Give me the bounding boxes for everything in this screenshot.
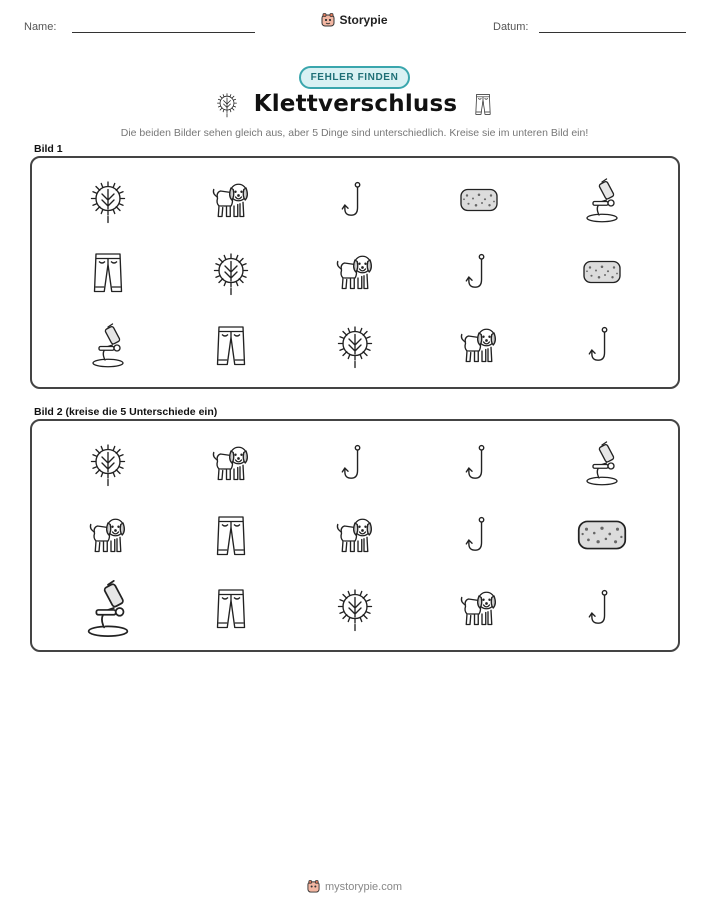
pants-icon: [208, 511, 254, 559]
puppy-icon: [332, 511, 378, 559]
picture2-cell-r3c4[interactable]: [417, 572, 541, 644]
name-label: Name:: [24, 21, 57, 33]
microscope-icon: [579, 439, 625, 487]
picture2-label: Bild 2 (kreise die 5 Unterschiede ein): [34, 406, 218, 418]
picture2-cell-r2c1[interactable]: [46, 499, 170, 571]
sponge-icon-large: [571, 504, 633, 566]
hook-icon: [583, 586, 621, 630]
puppy-icon: [85, 511, 131, 559]
picture1-cell-r1c4[interactable]: [417, 164, 541, 236]
name-field[interactable]: [72, 32, 255, 33]
storypie-mascot-icon: [321, 13, 335, 27]
microscope-icon: [85, 321, 131, 369]
picture2-cell-r3c5[interactable]: [540, 572, 664, 644]
picture1-cell-r3c2[interactable]: [170, 309, 294, 381]
picture1-cell-r3c5[interactable]: [540, 309, 664, 381]
picture2-cell-r2c3[interactable]: [293, 499, 417, 571]
picture2-panel: [30, 419, 680, 652]
brand-logo: [0, 13, 709, 32]
picture2-cell-r2c2[interactable]: [170, 499, 294, 571]
instructions: Die beiden Bilder sehen gleich aus, aber 5 Dinge sind unterschiedlich. Kreise sie im unteren Bild ein!: [120, 127, 589, 139]
puppy-icon: [456, 321, 502, 369]
burr-icon: [208, 248, 254, 296]
pants-icon: [85, 248, 131, 296]
picture1-cell-r3c3[interactable]: [293, 309, 417, 381]
brand-name: Storypie: [339, 13, 388, 27]
date-label: Datum:: [493, 21, 529, 33]
picture2-cell-r2c5[interactable]: [540, 499, 664, 571]
picture2-cell-r1c1[interactable]: [46, 427, 170, 499]
picture2-cell-r1c3[interactable]: [293, 427, 417, 499]
picture1-panel: [30, 156, 680, 389]
storypie-footer-icon: [307, 880, 320, 893]
hook-icon: [460, 441, 498, 485]
hook-icon: [460, 250, 498, 294]
picture1-cell-r3c4[interactable]: [417, 309, 541, 381]
picture1-cell-r1c1[interactable]: [46, 164, 170, 236]
burr-title-icon: [214, 90, 240, 118]
picture1-label: Bild 1: [34, 143, 63, 155]
picture2-cell-r2c4[interactable]: [417, 499, 541, 571]
microscope-icon: [579, 176, 625, 224]
burr-icon: [85, 439, 131, 487]
footer-url: mystorypie.com: [324, 880, 403, 893]
picture1-cell-r2c2[interactable]: [170, 236, 294, 308]
puppy-icon: [332, 248, 378, 296]
pants-icon: [208, 584, 254, 632]
hook-icon: [460, 513, 498, 557]
category-badge: FEHLER FINDEN: [299, 66, 411, 89]
date-field[interactable]: [539, 32, 686, 33]
picture1-cell-r2c5[interactable]: [540, 236, 664, 308]
burr-icon: [85, 176, 131, 224]
picture1-cell-r2c3[interactable]: [293, 236, 417, 308]
hook-icon: [336, 178, 374, 222]
picture2-cell-r3c1[interactable]: [46, 572, 170, 644]
pants-icon: [208, 321, 254, 369]
picture1-cell-r1c3[interactable]: [293, 164, 417, 236]
sponge-icon: [455, 176, 503, 224]
puppy-icon: [208, 176, 254, 224]
sponge-icon: [578, 248, 626, 296]
picture2-cell-r3c2[interactable]: [170, 572, 294, 644]
picture1-cell-r1c2[interactable]: [170, 164, 294, 236]
page-title: Klettverschluss: [253, 91, 458, 117]
picture1-cell-r2c1[interactable]: [46, 236, 170, 308]
hook-icon: [583, 323, 621, 367]
hook-icon: [336, 441, 374, 485]
puppy-icon: [208, 439, 254, 487]
microscope-icon-large: [77, 577, 139, 639]
pants-title-icon: [471, 90, 495, 118]
burr-icon: [332, 584, 378, 632]
picture1-cell-r3c1[interactable]: [46, 309, 170, 381]
picture1-cell-r1c5[interactable]: [540, 164, 664, 236]
picture1-cell-r2c4[interactable]: [417, 236, 541, 308]
picture2-cell-r1c4[interactable]: [417, 427, 541, 499]
picture2-cell-r1c5[interactable]: [540, 427, 664, 499]
burr-icon: [332, 321, 378, 369]
picture2-cell-r1c2[interactable]: [170, 427, 294, 499]
puppy-icon: [456, 584, 502, 632]
picture2-cell-r3c3[interactable]: [293, 572, 417, 644]
